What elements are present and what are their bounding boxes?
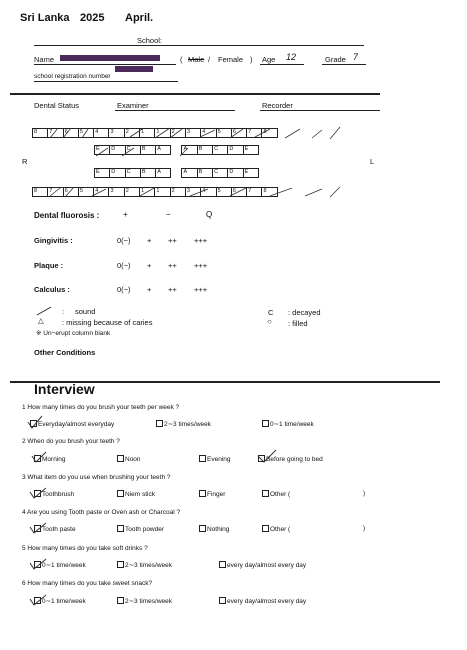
option-label: Evening [207, 456, 231, 463]
option-label: Before going to bed [266, 456, 323, 463]
question-5: 5 How many times do you take soft drinks ? [22, 545, 148, 552]
tooth-cell[interactable]: B [197, 169, 212, 178]
tooth-cell[interactable]: B [197, 146, 212, 155]
sound-slash-icon [36, 306, 52, 316]
option-label: every day/almost every day [227, 598, 307, 605]
legend-unerupt-text: ※ Un−erupt column blank [36, 330, 111, 337]
tooth-cell[interactable]: C [125, 146, 140, 155]
age-value: 12 [286, 52, 297, 62]
title-month: April. [125, 12, 154, 24]
tooth-cell[interactable]: 7 [48, 129, 63, 138]
filled-circle-icon: ○ [267, 317, 272, 326]
option-label: 0∼1 time/week [270, 421, 314, 428]
tooth-cell[interactable]: 4 [94, 129, 109, 138]
option-label: Morning [42, 456, 66, 463]
plaque-opt-1[interactable]: + [147, 261, 152, 270]
legend-sound-colon: : [62, 307, 65, 316]
grade-value: 7 [353, 52, 359, 62]
tooth-cell[interactable]: 7 [48, 188, 63, 197]
regno-label: school registration number [34, 73, 111, 80]
tooth-cell[interactable]: 6 [63, 129, 78, 138]
tooth-cell[interactable]: 8 [33, 129, 48, 138]
question-6: 6 How many times do you take sweet snack? [22, 580, 153, 587]
gingivitis-opt-2[interactable]: ++ [168, 236, 177, 245]
tooth-cell[interactable]: 2 [170, 129, 185, 138]
sex-male: Male [188, 55, 205, 64]
tooth-cell[interactable]: E [95, 146, 110, 155]
option-label: Other ( [270, 526, 291, 533]
tooth-cell[interactable]: 5 [216, 188, 231, 197]
option-label: every day/almost every day [227, 562, 307, 569]
tooth-cell[interactable]: 7 [247, 188, 262, 197]
gingivitis-label: Gingivitis : [34, 236, 73, 245]
tooth-cell[interactable]: 2 [124, 188, 139, 197]
tooth-cell[interactable]: 7 [247, 129, 262, 138]
option-label: Toothbrush [42, 491, 75, 498]
age-label: Age [262, 55, 276, 64]
recorder-label: Recorder [262, 101, 293, 110]
tooth-cell[interactable]: B [140, 146, 155, 155]
tooth-cell[interactable]: C [125, 169, 140, 178]
gingivitis-opt-3[interactable]: +++ [194, 236, 208, 245]
tooth-cell[interactable]: 1 [155, 188, 170, 197]
option-label: Niem stick [125, 491, 155, 498]
tooth-cell[interactable]: C [213, 146, 228, 155]
section-divider-1 [10, 93, 380, 95]
fluorosis-opt-q[interactable]: Q [206, 210, 213, 219]
tooth-cell[interactable]: A [156, 146, 171, 155]
tooth-cell[interactable]: A [182, 169, 197, 178]
name-redaction [60, 55, 160, 61]
tooth-cell[interactable]: D [110, 146, 125, 155]
plaque-label: Plaque : [34, 261, 64, 270]
q3-other-close: ) [363, 490, 366, 497]
tooth-cell[interactable]: A [182, 146, 197, 155]
tooth-cell[interactable]: 4 [201, 129, 216, 138]
interview-title: Interview [34, 381, 95, 397]
plaque-opt-3[interactable]: +++ [194, 261, 208, 270]
school-label: School: [137, 36, 163, 45]
gingivitis-opt-0[interactable]: 0(−) [117, 236, 131, 245]
dental-status-label: Dental Status [34, 101, 80, 110]
option-label: Other ( [270, 491, 291, 498]
tooth-cell[interactable]: D [110, 169, 125, 178]
question-4: 4 Are you using Tooth paste or Oven ash or Charcoal ? [22, 509, 181, 516]
other-conditions-label: Other Conditions [34, 348, 96, 357]
tooth-cell[interactable]: 4 [201, 188, 216, 197]
option-label: Everyday/almost everyday [38, 421, 115, 428]
tooth-cell[interactable]: 2 [170, 188, 185, 197]
plaque-opt-2[interactable]: ++ [168, 261, 177, 270]
sex-close: ) [250, 55, 253, 64]
calculus-opt-0[interactable]: 0(−) [117, 285, 131, 294]
tooth-cell[interactable]: 4 [94, 188, 109, 197]
fluorosis-label: Dental fluorosis : [34, 211, 100, 220]
tooth-cell[interactable]: 1 [140, 129, 155, 138]
legend-decayed-sym: C [268, 308, 274, 317]
tooth-cell[interactable]: 3 [109, 129, 124, 138]
age-line [260, 64, 304, 65]
tooth-cell[interactable]: 1 [140, 188, 155, 197]
legend-filled-text: : filled [288, 319, 308, 328]
examiner-line [115, 110, 235, 111]
title-year: 2025 [80, 12, 105, 24]
tooth-cell[interactable]: D [228, 169, 243, 178]
tooth-cell[interactable]: 3 [185, 188, 200, 197]
calculus-opt-3[interactable]: +++ [194, 285, 208, 294]
tooth-cell[interactable]: 3 [185, 129, 200, 138]
sex-sep: / [208, 55, 211, 64]
option-label: 2∼3 times/week [164, 421, 211, 428]
legend-missing-text: : missing because of caries [62, 318, 153, 327]
recorder-line [260, 110, 380, 111]
handwritten-check-marks [20, 414, 280, 609]
tooth-cell[interactable]: 1 [155, 129, 170, 138]
legend-sound-text: sound [75, 307, 96, 316]
option-label: 0∼1 time/week [42, 562, 86, 569]
option-label: Noon [125, 456, 141, 463]
tooth-cell[interactable]: A [156, 169, 171, 178]
q4-other-close: ) [363, 525, 366, 532]
name-label: Name [34, 55, 55, 64]
question-2: 2 When do you brush your teeth ? [22, 438, 120, 445]
regno-line [34, 81, 178, 82]
gingivitis-opt-1[interactable]: + [147, 236, 152, 245]
tooth-cell[interactable]: D [228, 146, 243, 155]
missing-triangle-icon: △ [38, 316, 44, 325]
handwritten-sound-marks [30, 126, 370, 206]
tooth-cell[interactable]: 8 [262, 129, 277, 138]
sex-female: Female [218, 55, 244, 64]
calculus-opt-2[interactable]: ++ [168, 285, 177, 294]
tooth-cell[interactable]: 5 [78, 188, 93, 197]
grade-line [322, 64, 366, 65]
option-label: Finger [207, 491, 226, 498]
tooth-cell[interactable]: 6 [231, 188, 246, 197]
tooth-cell[interactable]: C [213, 169, 228, 178]
option-label: 0∼1 time/week [42, 598, 86, 605]
tooth-cell[interactable]: 5 [78, 129, 93, 138]
option-label: Nothing [207, 526, 230, 533]
tooth-cell[interactable]: B [140, 169, 155, 178]
option-label: Tooth paste [42, 526, 76, 533]
examiner-label: Examiner [117, 101, 149, 110]
legend-decayed-text: : decayed [288, 308, 321, 317]
tooth-cell[interactable]: E [95, 169, 110, 178]
calculus-label: Calculus : [34, 285, 70, 294]
right-label: R [22, 157, 28, 166]
fluorosis-opt-minus[interactable]: − [166, 210, 171, 219]
tooth-cell[interactable]: 6 [63, 188, 78, 197]
option-label: 2∼3 times/week [125, 598, 172, 605]
tooth-cell[interactable]: 3 [109, 188, 124, 197]
tooth-cell[interactable]: 8 [33, 188, 48, 197]
left-label: L [370, 157, 375, 166]
tooth-cell[interactable]: 2 [124, 129, 139, 138]
question-3: 3 What item do you use when brushing your teeth ? [22, 474, 171, 481]
name-line [34, 64, 176, 65]
school-line [34, 45, 364, 46]
option-label: 2∼3 times/week [125, 562, 172, 569]
tooth-cell[interactable]: E [243, 146, 258, 155]
fluorosis-opt-plus[interactable]: + [123, 210, 128, 219]
regno-redaction [115, 66, 153, 72]
title-country: Sri Lanka [20, 12, 70, 24]
plaque-opt-0[interactable]: 0(−) [117, 261, 131, 270]
question-1: 1 How many times do you brush your teeth per week ? [22, 404, 180, 411]
grade-label: Grade [325, 55, 346, 64]
calculus-opt-1[interactable]: + [147, 285, 152, 294]
option-label: Tooth powder [125, 526, 165, 533]
tooth-cell[interactable]: 5 [216, 129, 231, 138]
tooth-cell[interactable]: E [243, 169, 258, 178]
tooth-cell[interactable]: 8 [262, 188, 277, 197]
tooth-cell[interactable]: 6 [231, 129, 246, 138]
sex-open: ( [180, 55, 183, 64]
